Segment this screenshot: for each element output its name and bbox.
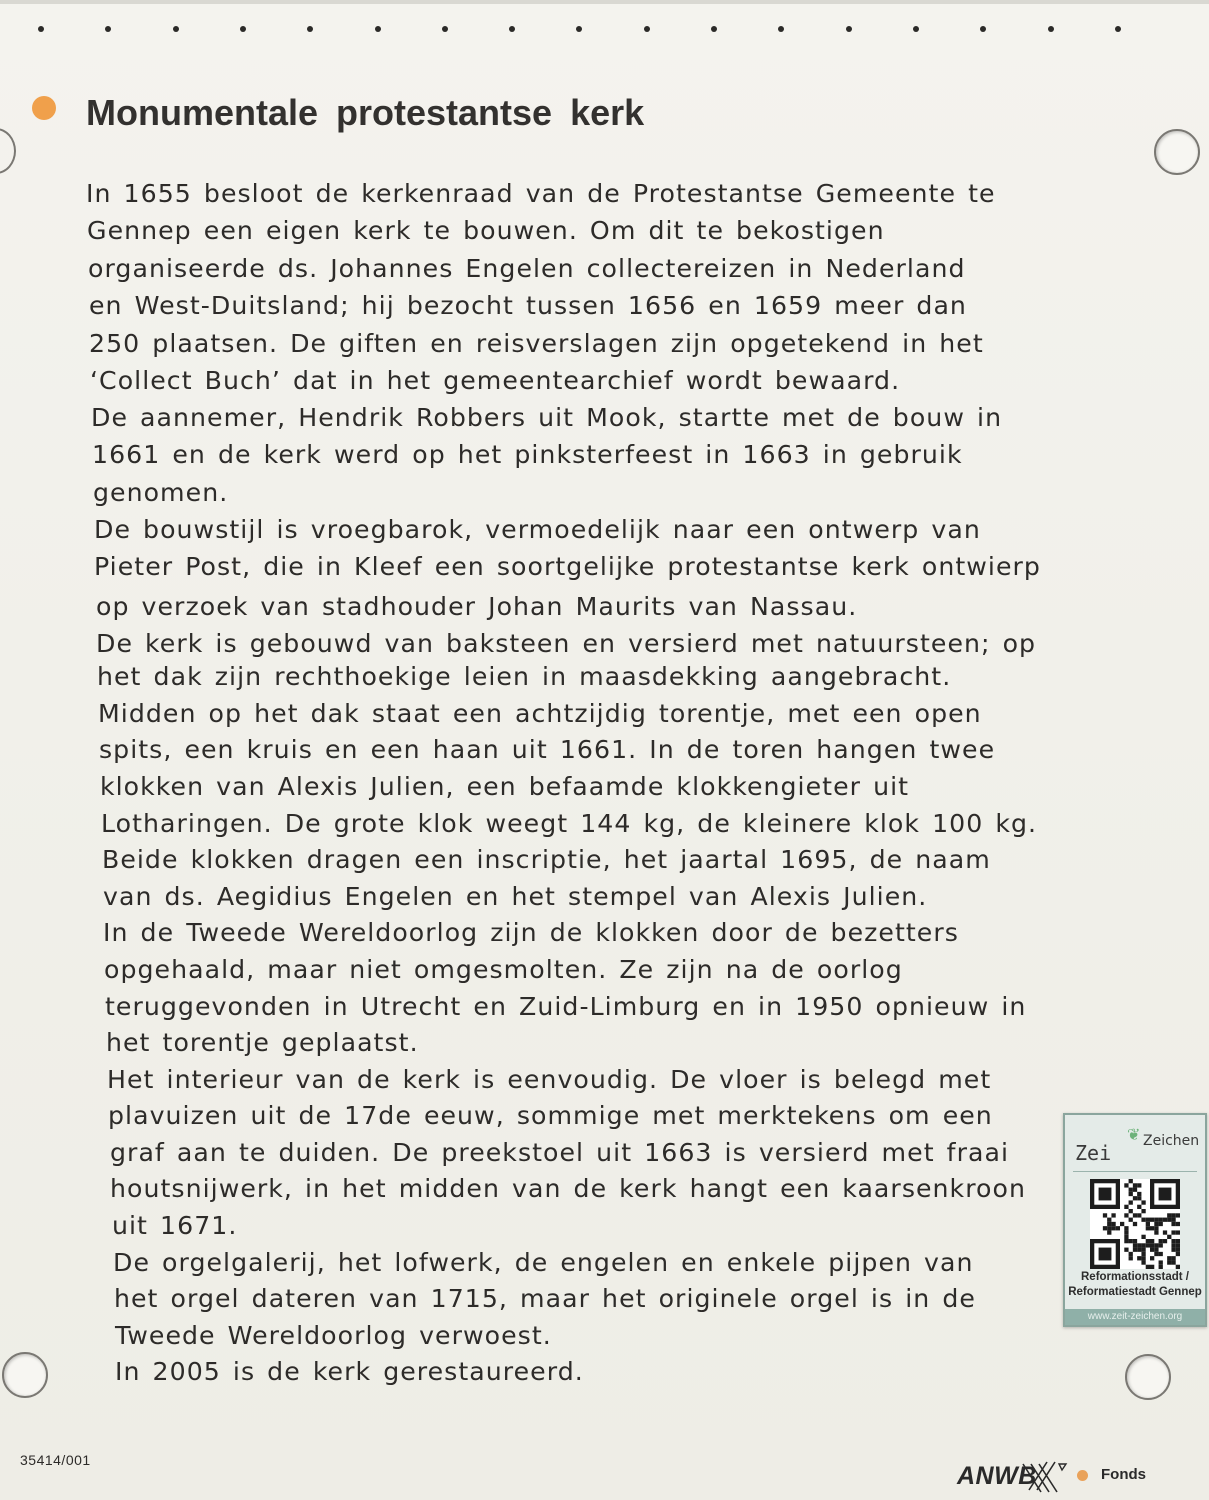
body-line: van ds. Aegidius Engelen en het stempel van Alexis Julien. — [103, 881, 928, 911]
body-line: Pieter Post, die in Kleef een soortgelijke protestantse kerk ontwierp — [94, 551, 1041, 581]
decorative-dot — [1115, 26, 1121, 32]
body-line: het dak zijn rechthoekige leien in maasdekking aangebracht. — [97, 662, 952, 692]
fonds-dot-icon — [1077, 1470, 1088, 1481]
anwb-logo — [957, 1458, 1072, 1498]
mounting-hole-left-bottom — [2, 1352, 48, 1398]
sign-reference-code: 35414/001 — [20, 1452, 91, 1468]
body-line: Het interieur van de kerk is eenvoudig. De vloer is belegd met — [107, 1064, 992, 1094]
decorative-dot — [375, 26, 381, 32]
body-line: De aannemer, Hendrik Robbers uit Mook, startte met de bouw in — [91, 403, 1003, 433]
body-line: klokken van Alexis Julien, een befaamde klokkengieter uit — [100, 771, 910, 801]
body-line: en West-Duitsland; hij bezocht tussen 1656 en 1659 meer dan — [89, 291, 967, 321]
sign-top-edge — [0, 0, 1209, 4]
fonds-label: Fonds — [1101, 1466, 1146, 1483]
body-line: 1661 en de kerk werd op het pinksterfeest in 1663 in gebruik — [92, 440, 963, 470]
decorative-dot — [173, 26, 179, 32]
body-line: 250 plaatsen. De giften en reisverslagen zijn opgetekend in het — [89, 328, 984, 358]
decorative-dot — [778, 26, 784, 32]
body-line: spits, een kruis en een haan uit 1661. In de toren hangen twee — [99, 735, 996, 765]
decorative-dot — [1048, 26, 1054, 32]
decorative-dot — [509, 26, 515, 32]
body-line: De kerk is gebouwd van baksteen en versierd met natuursteen; op — [96, 629, 1037, 659]
body-line: ‘Collect Buch’ dat in het gemeentearchief wordt bewaard. — [90, 365, 901, 395]
anwb-logo-text: ANWB — [957, 1462, 1037, 1490]
qr-card-brand-zei: Zei — [1075, 1141, 1112, 1165]
mounting-hole-right-top — [1154, 129, 1200, 175]
decorative-dot — [105, 26, 111, 32]
decorative-dot — [240, 26, 246, 32]
body-line: het torentje geplaatst. — [106, 1028, 419, 1058]
body-line: Midden op het dak staat een achtzijdig torentje, met een open — [98, 698, 982, 728]
body-line: genomen. — [93, 477, 229, 507]
sign-title: Monumentale protestantse kerk — [86, 92, 645, 133]
body-line: In de Tweede Wereldoorlog zijn de klokken door de bezetters — [103, 918, 959, 948]
decorative-dot — [711, 26, 717, 32]
body-line: Beide klokken dragen een inscriptie, het jaartal 1695, de naam — [102, 845, 991, 875]
anwb-wings-icon — [1019, 1458, 1069, 1498]
body-line: opgehaald, maar niet omgesmolten. Ze zijn na de oorlog — [104, 954, 903, 984]
body-line: Lotharingen. De grote klok weegt 144 kg, de kleinere klok 100 kg. — [101, 808, 1038, 838]
decorative-dot — [576, 26, 582, 32]
decorative-dot — [442, 26, 448, 32]
body-line: In 2005 is de kerk gerestaureerd. — [115, 1357, 584, 1387]
decorative-dot — [38, 26, 44, 32]
body-line: De orgelgalerij, het lofwerk, de engelen en enkele pijpen van — [113, 1247, 974, 1277]
body-line: De bouwstijl is vroegbarok, vermoedelijk naar een ontwerp van — [94, 514, 981, 544]
body-line: teruggevonden in Utrecht en Zuid-Limburg en in 1950 opnieuw in — [105, 991, 1027, 1021]
divider — [1073, 1171, 1197, 1172]
zeit-zeichen-qr-card[interactable] — [1063, 1113, 1207, 1327]
body-line: op verzoek van stadhouder Johan Maurits van Nassau. — [96, 592, 858, 622]
body-line: In 1655 besloot de kerkenraad van de Protestantse Gemeente te — [86, 179, 996, 208]
qr-card-brand-zeichen: Zeichen — [1143, 1133, 1200, 1149]
body-line: organiseerde ds. Johannes Engelen collectereizen in Nederland — [88, 254, 966, 284]
body-line: graf aan te duiden. De preekstoel uit 1663 is versierd met fraai — [110, 1137, 1010, 1167]
body-line: Gennep een eigen kerk te bouwen. Om dit te bekostigen — [87, 215, 885, 245]
body-line: Tweede Wereldoorlog verwoest. — [115, 1320, 552, 1350]
decorative-dot — [846, 26, 852, 32]
body-line: uit 1671. — [112, 1211, 238, 1241]
orange-bullet-icon — [32, 96, 56, 120]
decorative-dot — [913, 26, 919, 32]
qr-code-icon[interactable] — [1090, 1179, 1180, 1269]
decorative-dot — [644, 26, 650, 32]
decorative-dot — [307, 26, 313, 32]
body-line: plavuizen uit de 17de eeuw, sommige met merktekens om een — [108, 1101, 993, 1131]
body-line: houtsnijwerk, in het midden van de kerk hangt een kaarsenkroon — [110, 1174, 1026, 1204]
leaf-icon: ❦ — [1127, 1125, 1141, 1144]
qr-card-url[interactable]: www.zeit-zeichen.org — [1065, 1309, 1205, 1325]
sign-body-text — [86, 176, 1096, 1391]
mounting-hole-left-top — [0, 128, 16, 174]
decorative-dot — [980, 26, 986, 32]
mounting-hole-right-bottom — [1125, 1354, 1171, 1400]
qr-card-caption-de: Reformationsstadt / — [1081, 1271, 1189, 1283]
dot-row — [30, 26, 1140, 36]
body-line: het orgel dateren van 1715, maar het originele orgel is in de — [114, 1284, 976, 1314]
qr-card-caption-nl: Reformatiestadt Gennep — [1068, 1286, 1202, 1298]
